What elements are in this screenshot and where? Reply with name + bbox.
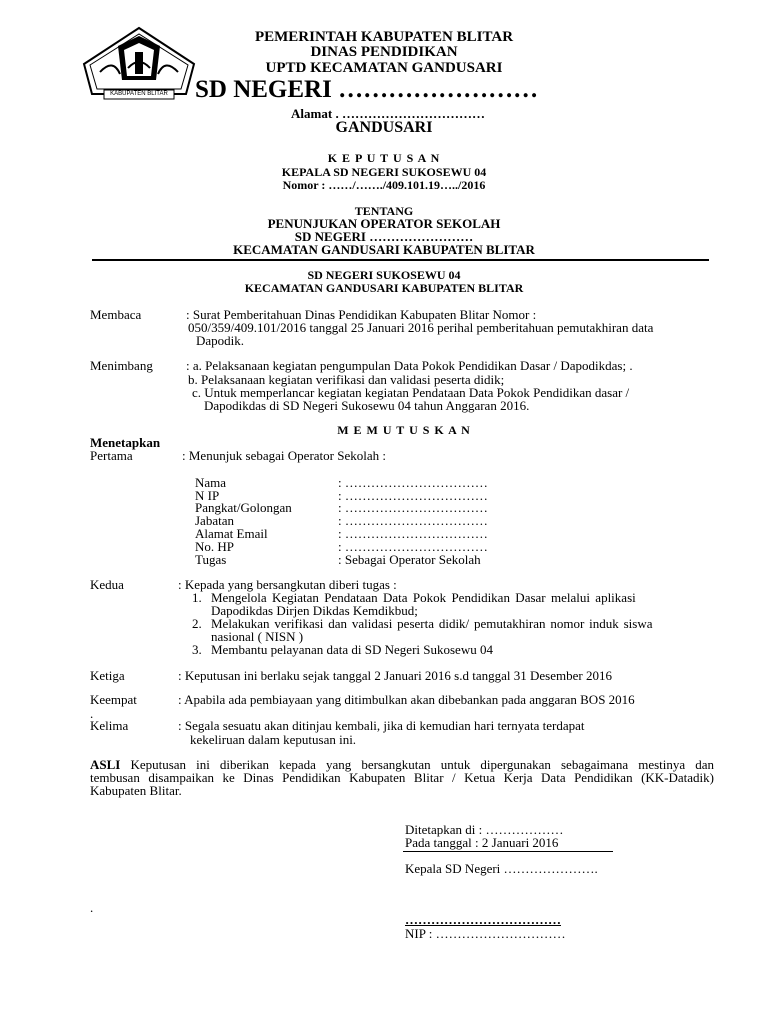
- kedua-item-2-line-1: Melakukan verifikasi dan validasi peserta didik/ pemutakhiran nomor induk siswa: [211, 616, 653, 631]
- stray-dot: .: [90, 706, 94, 721]
- menimbang-line-4: Dapodikdas di SD Negeri Sukosewu 04 tahun Anggaran 2016.: [204, 398, 530, 413]
- ketiga-label: Ketiga: [90, 668, 125, 683]
- decree-subheading-2: KECAMATAN GANDUSARI KABUPATEN BLITAR: [244, 281, 524, 295]
- membaca-line-2: 050/359/409.101/2016 tanggal 25 Januari 2016 perihal pemberitahuan pemutakhiran data: [188, 320, 654, 335]
- membaca-line-1: : Surat Pemberitahuan Dinas Pendidikan Kabupaten Blitar Nomor :: [186, 307, 537, 322]
- kelima-label: Kelima: [90, 718, 129, 733]
- decree-title: K E P U T U S A N: [327, 151, 441, 165]
- decree-subject-1: PENUNJUKAN OPERATOR SEKOLAH: [267, 216, 501, 231]
- field-pangkat-value: : ……………………………: [338, 500, 488, 515]
- school-name: SD NEGERI ……………………: [195, 76, 539, 103]
- menimbang-line-1: : a. Pelaksanaan kegiatan pengumpulan Data Pokok Pendidikan Dasar / Dapodikdas; .: [186, 358, 633, 373]
- left-dot: .: [90, 900, 94, 915]
- asli-text-1: Keputusan ini diberikan kepada yang bersangkutan untuk dipergunakan sebagaimana mestinya dan: [130, 757, 714, 772]
- field-nama-label: Nama: [195, 475, 227, 490]
- decree-subject-3: KECAMATAN GANDUSARI KABUPATEN BLITAR: [233, 242, 535, 257]
- membaca-line-3: Dapodik.: [196, 333, 245, 348]
- asli-line-3: Kabupaten Blitar.: [90, 783, 182, 798]
- decree-subject-2: SD NEGERI ……………………: [294, 229, 474, 244]
- menimbang-label: Menimbang: [90, 358, 153, 373]
- government-heading: PEMERINTAH KABUPATEN BLITAR: [254, 29, 514, 45]
- kelima-line-1: : Segala sesuatu akan ditinjau kembali, jika di kemudian hari ternyata terdapat: [178, 718, 585, 733]
- decree-number: Nomor : ……/……./409.101.19…../2016: [282, 178, 486, 192]
- decree-issuer: KEPALA SD NEGERI SUKOSEWU 04: [281, 165, 487, 179]
- keempat-label: Keempat: [90, 692, 137, 707]
- asli-bold-label: ASLI: [90, 757, 121, 772]
- kedua-item-1-number: 1.: [192, 590, 202, 605]
- pertama-label: Pertama: [90, 448, 133, 463]
- agency-heading: DINAS PENDIDIKAN: [310, 44, 458, 60]
- field-hp-value: : ……………………………: [338, 539, 488, 554]
- asli-line-2: tembusan disampaikan ke Dinas Pendidikan Kabupaten Blitar / Ketua Kerja Data Pendidikan (KK-Datadik): [90, 770, 714, 785]
- menetapkan-label: Menetapkan: [90, 435, 161, 450]
- membaca-label: Membaca: [90, 307, 142, 322]
- menimbang-line-3: c. Untuk memperlancar kegiatan kegiatan Pendataan Data Pokok Pendidikan dasar /: [192, 385, 630, 400]
- sign-name: ………………………………: [405, 912, 561, 927]
- ketiga-text: : Keputusan ini berlaku sejak tanggal 2 Januari 2016 s.d tanggal 31 Desember 2016: [178, 668, 612, 683]
- sign-place: Ditetapkan di : ………………: [405, 822, 564, 837]
- field-jabatan-label: Jabatan: [195, 513, 234, 528]
- field-tugas-label: Tugas: [195, 552, 227, 567]
- logo-text: KABUPATEN BLITAR: [110, 91, 168, 97]
- sign-nip: NIP : …………………………: [405, 926, 566, 941]
- decree-subheading-1: SD NEGERI SUKOSEWU 04: [307, 268, 461, 282]
- field-nip-label: N IP: [195, 488, 220, 503]
- field-tugas-value: : Sebagai Operator Sekolah: [338, 552, 481, 567]
- keempat-text: : Apabila ada pembiayaan yang ditimbulkan akan dibebankan pada anggaran BOS 2016: [178, 692, 635, 707]
- uptd-heading: UPTD KECAMATAN GANDUSARI: [265, 60, 503, 76]
- city-name: GANDUSARI: [335, 119, 433, 136]
- kedua-label: Kedua: [90, 577, 124, 592]
- kedua-item-1-line-1: Mengelola Kegiatan Pendataan Data Pokok Pendidikan Dasar melalui aplikasi: [211, 590, 636, 605]
- kedua-item-1-line-2: Dapodikdas Dirjen Dikdas Kemdikbud;: [211, 603, 418, 618]
- menimbang-line-2: b. Pelaksanaan kegiatan verifikasi dan validasi peserta didik;: [188, 372, 505, 387]
- field-email-label: Alamat Email: [195, 526, 268, 541]
- field-pangkat-label: Pangkat/Golongan: [195, 500, 292, 515]
- kedua-item-2-line-2: nasional ( NISN ): [211, 629, 304, 644]
- memutuskan-heading: M E M U T U S K A N: [337, 423, 471, 437]
- field-nama-value: : ……………………………: [338, 475, 488, 490]
- field-email-value: : ……………………………: [338, 526, 488, 541]
- field-hp-label: No. HP: [195, 539, 235, 554]
- divider-line: [92, 259, 709, 261]
- address-line: Alamat . ……………………………: [291, 106, 485, 121]
- sign-date: Pada tanggal : 2 Januari 2016: [405, 835, 559, 850]
- sign-underline: [403, 851, 613, 852]
- field-jabatan-value: : ……………………………: [338, 513, 488, 528]
- kedua-item-2-number: 2.: [192, 616, 202, 631]
- kedua-item-3-line-1: Membantu pelayanan data di SD Negeri Sukosewu 04: [211, 642, 493, 657]
- kelima-line-2: kekeliruan dalam keputusan ini.: [190, 732, 357, 747]
- sign-position: Kepala SD Negeri ………………….: [405, 861, 598, 876]
- decree-about: TENTANG: [354, 204, 414, 218]
- kedua-intro: : Kepada yang bersangkutan diberi tugas :: [178, 577, 397, 592]
- kedua-item-3-number: 3.: [192, 642, 202, 657]
- field-nip-value: : ……………………………: [338, 488, 488, 503]
- pertama-text: : Menunjuk sebagai Operator Sekolah :: [182, 448, 386, 463]
